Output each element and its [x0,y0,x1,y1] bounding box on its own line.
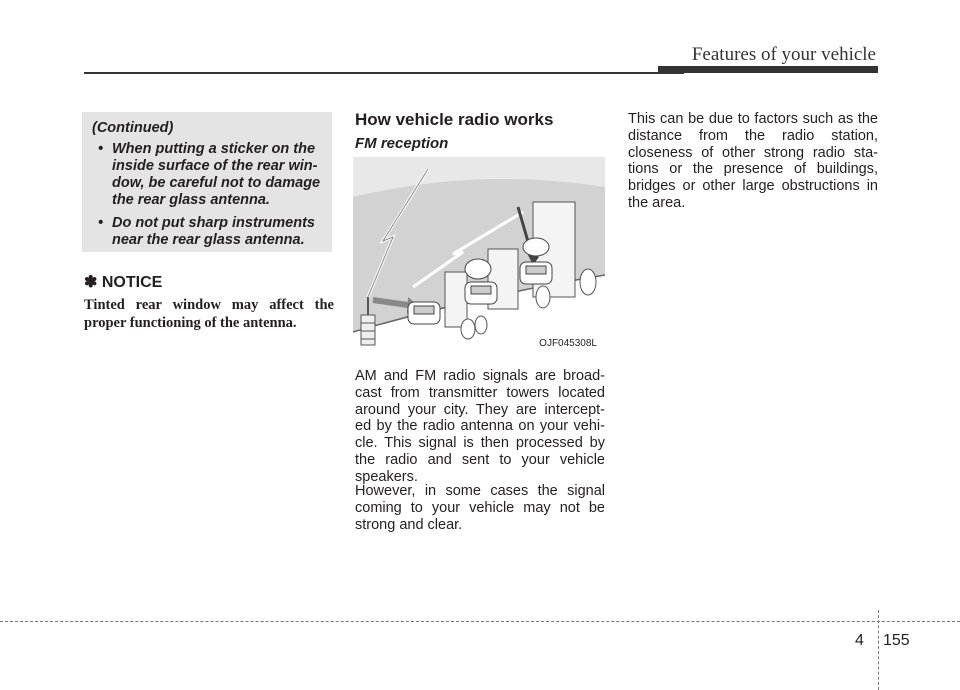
car-icon [465,282,497,304]
car-icon [408,302,440,324]
car-icon [520,262,552,284]
chapter-number: 4 [855,632,864,649]
fm-reception-illustration [353,157,605,353]
continued-caution-box [82,112,332,252]
bullet-dot-icon: • [98,141,104,157]
footer-divider [878,610,879,690]
bullet-text: When putting a sticker on the inside surface of the rear win- dow, be careful not to damage the rear glass antenna. [112,141,321,208]
bullet-text: Do not put sharp instruments near the rear glass antenna. [112,215,315,248]
footer-rule [0,621,960,622]
paragraph-factors: This can be due to factors such as the distance from the radio station, closeness of other strong radio sta- tions or the presence of buildings, bridges or other large obstructions in the area. [628,111,878,211]
bullet-item [92,141,324,209]
page-number: 155 [883,632,910,649]
section-subtitle: FM reception [355,135,449,152]
paragraph-weak-signal: However, in some cases the signal coming to your vehicle may not be strong and clear. [355,483,605,533]
fm-reception-drawing [353,157,605,353]
header-title: Features of your vehicle [691,44,876,65]
paragraph-am-fm-signals: AM and FM radio signals are broad- cast from transmitter towers located around your city. They are intercept- ed by the radio antenna on your vehi- cle. This signal is then processed by the radio and sent to your vehicle speakers. [355,368,605,485]
header-rule [84,72,684,74]
section-title: How vehicle radio works [355,110,554,129]
notice-title: ✽ NOTICE [84,274,163,291]
figure-code: OJF045308L [539,338,597,349]
header-rule-accent [658,66,878,73]
notice-text: Tinted rear window may affect the proper functioning of the antenna. [84,297,334,331]
bullet-item [92,215,324,249]
bullet-dot-icon: • [98,215,104,231]
continued-label: (Continued) [92,120,174,136]
